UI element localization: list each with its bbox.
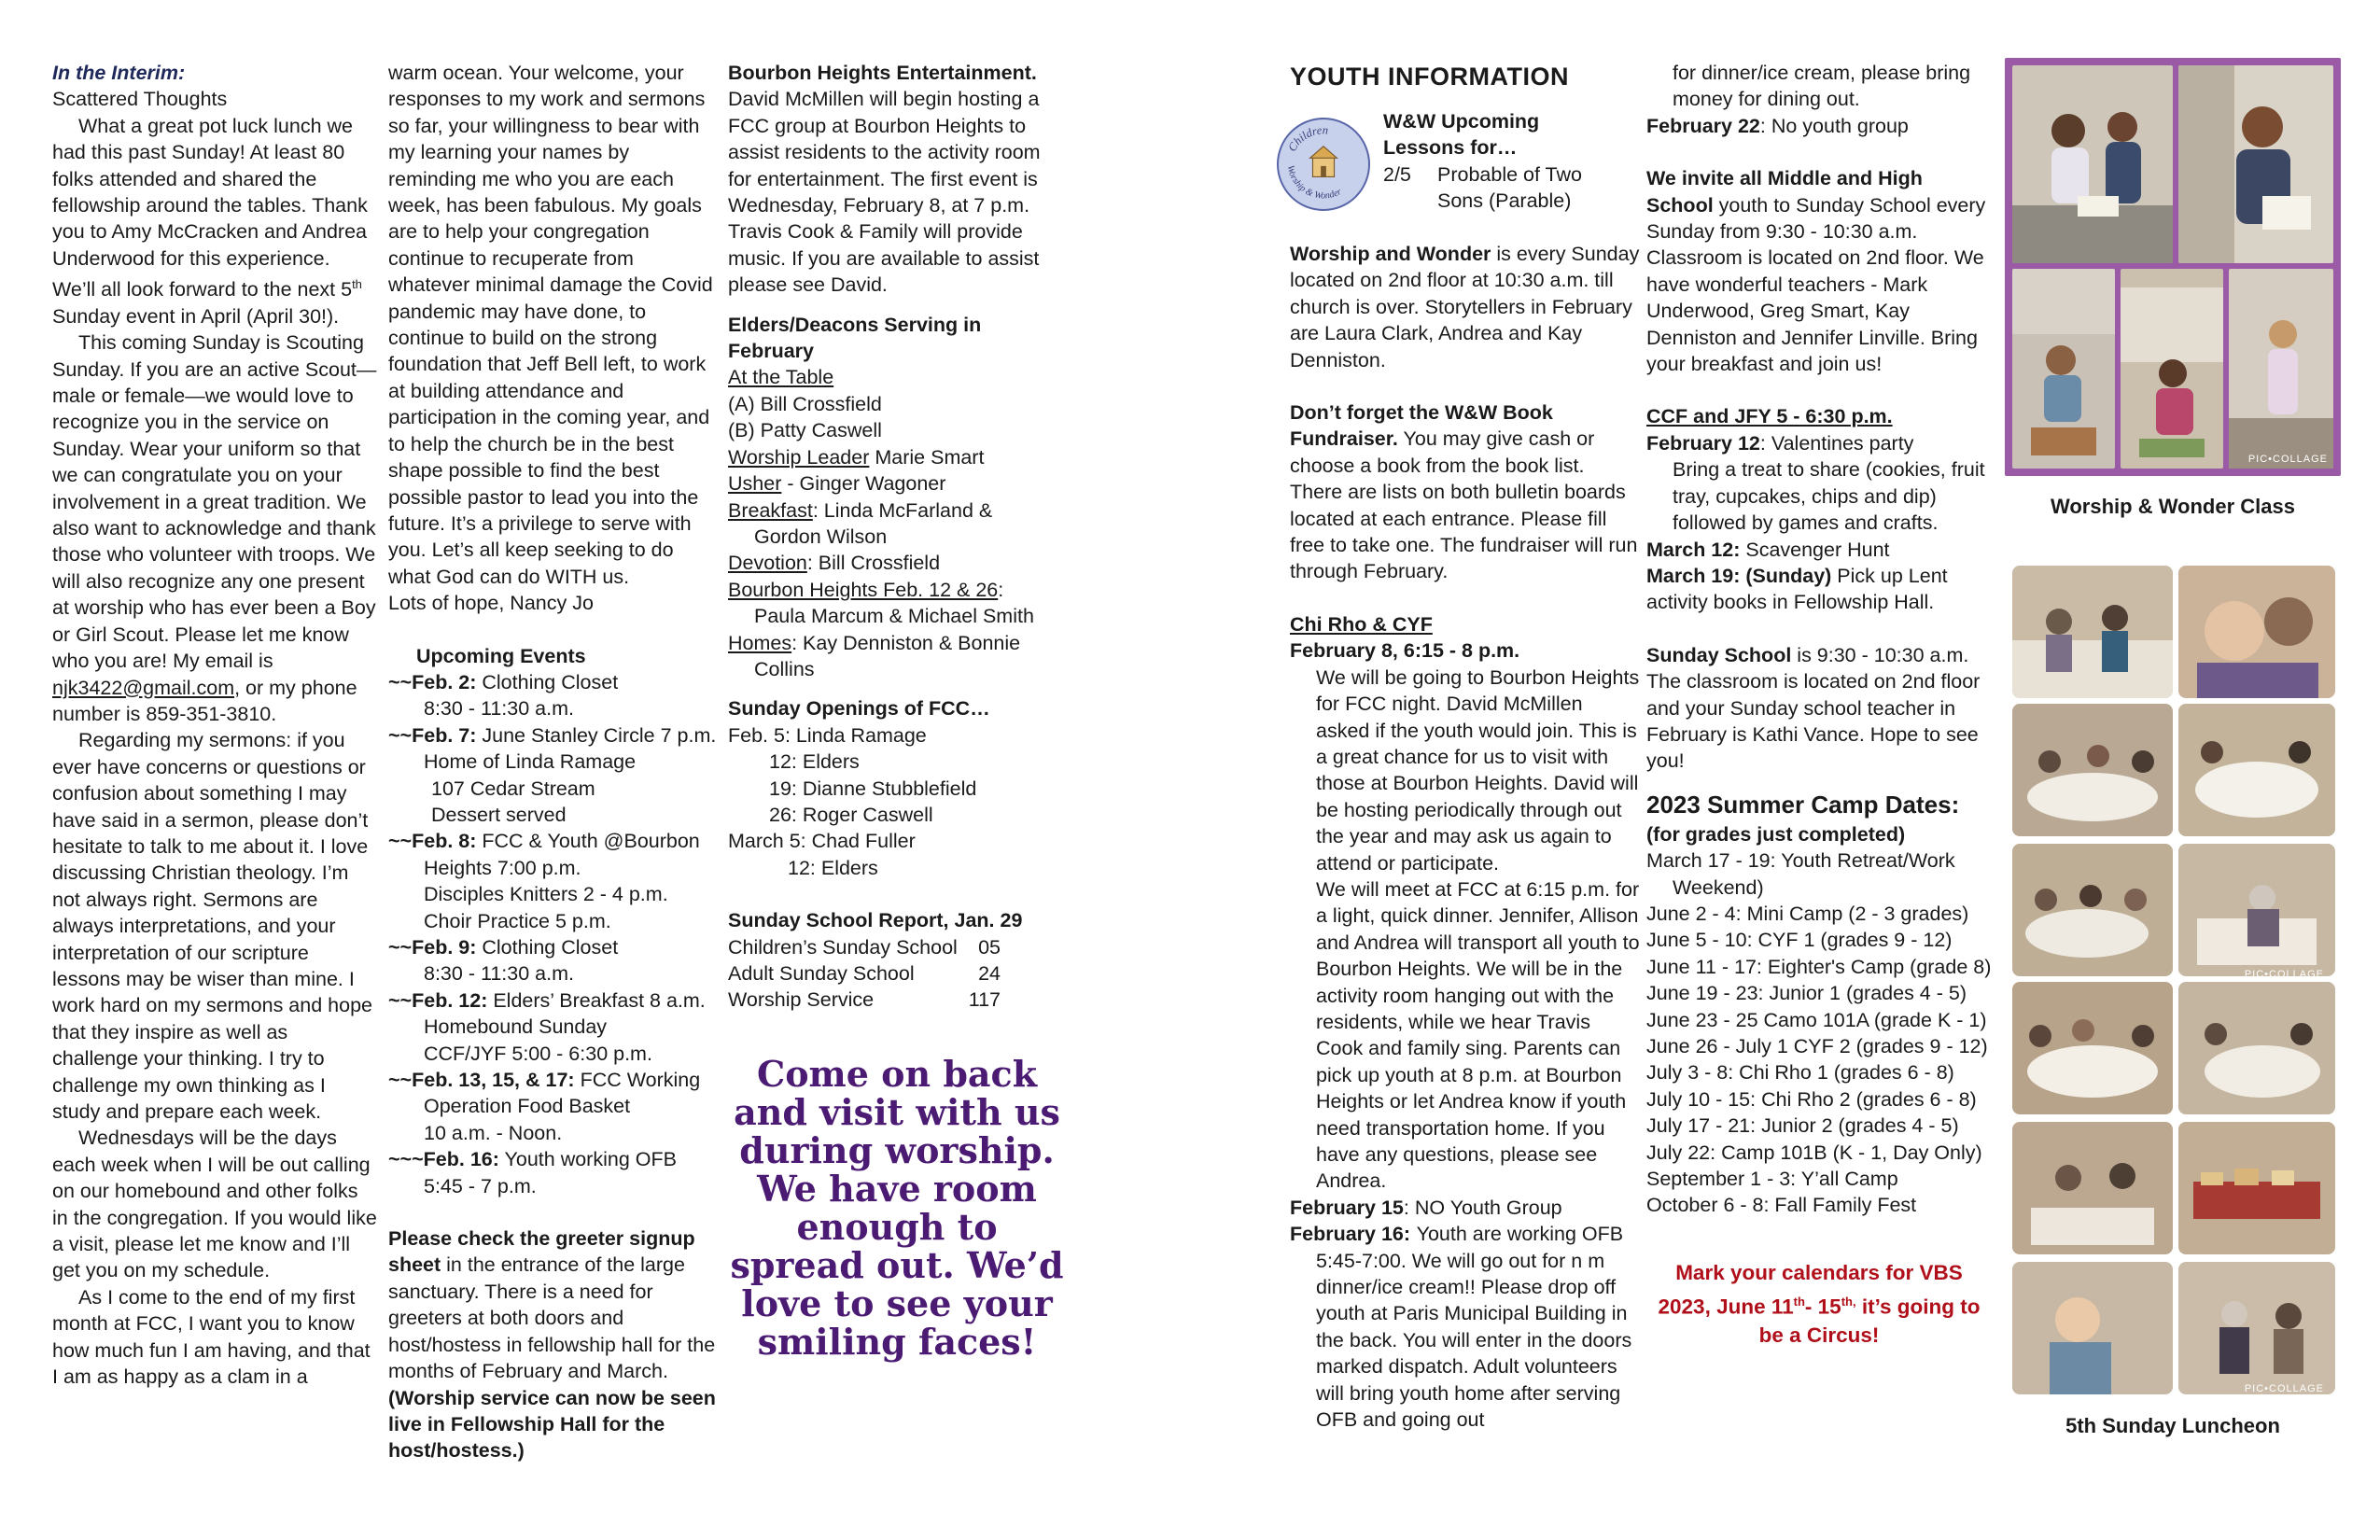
bourbon-heights-visits: Bourbon Heights Feb. 12 & 26: [728, 578, 1004, 601]
photo-luncheon-10 [2178, 1122, 2335, 1254]
opening-line: 12: Elders [788, 856, 878, 879]
greeter-notice: Please check the greeter signup sheet in the entrance of the large sanctuary. There is a need for greeters at both doors and host/hostess in fellowship hall for the months of February and March. [388, 1227, 716, 1383]
feb-15-note: February 15: NO Youth Group [1290, 1196, 1562, 1219]
interim-title: In the Interim: [52, 62, 186, 84]
event-line: 5:45 - 7 p.m. [424, 1174, 537, 1197]
camp-item: June 2 - 4: Mini Camp (2 - 3 grades) [1646, 902, 1969, 925]
collage-watermark: PIC•COLLAGE [2247, 454, 2328, 465]
interim-column-1 [52, 60, 377, 1390]
interim-para-3: Regarding my sermons: if you ever have concerns or questions or confusion about something I may have said in a sermon, please don’t hesitate to talk to me about it. I love discussing Christian theology. I’m not always right. Sermons are always interpretations, and your interpretation of our scripture lessons may be wiser than mine. I work hard on my sermons and hope that they inspire as well as challenge your thinking. I try to challenge my own thinking as I study and prepare each week. [52, 729, 372, 1123]
devotion: Devotion: Bill Crossfield [728, 552, 941, 575]
bourbon-text: David McMillen will begin hosting a FCC group at Bourbon Heights to assist residents to the activity room for entertainment. The first event is Wednesday, February 8, at 7 p.m. Travis Cook & Family will provide music. If you are available to assist please see David. [728, 88, 1041, 297]
photo-luncheon-8 [2178, 982, 2335, 1114]
homes: Homes: Kay Denniston & Bonnie [728, 631, 1021, 654]
homes-cont: Collins [754, 657, 815, 680]
chi-rho-title: Chi Rho & CYF [1290, 612, 1433, 636]
camp-item: July 10 - 15: Chi Rho 2 (grades 6 - 8) [1646, 1087, 1977, 1111]
camp-item: June 23 - 25 Camo 101A (grade K - 1) [1646, 1008, 1987, 1031]
openings-title: Sunday Openings of FCC… [728, 697, 990, 721]
photo-boy-playing [2012, 269, 2115, 469]
opening-line: March 5: Chad Fuller [728, 830, 916, 853]
ccf-title: CCF and JFY 5 - 6:30 p.m. [1646, 405, 1893, 428]
worship-invitation: Come on back and visit with us during worship. We have room enough to spread out. We’d love to see your smiling faces! [730, 1052, 1064, 1363]
elders-b: (B) Patty Caswell [728, 419, 882, 442]
chi-rho-text-1: We will be going to Bourbon Heights for FCC night. David McMillen asked if the youth would join. This is a great chance for us to visit with those at Bourbon Heights. David will be hosting periodically through out the year and may ask us again to attend or participate. [1316, 665, 1640, 875]
photo-luncheon-12 [2178, 1262, 2335, 1394]
worship-wonder-collage [2005, 58, 2341, 476]
ww-lessons [1383, 108, 1626, 215]
event-line: Dessert served [431, 803, 567, 826]
event-item: ~~Feb. 12: Elders’ Breakfast 8 a.m. [388, 988, 706, 1012]
photo-luncheon-3 [2012, 704, 2173, 836]
youth-column-1-body [1290, 241, 1641, 1433]
camp-title: 2023 Summer Camp Dates: [1646, 790, 1960, 819]
ww-title: W&W Upcoming Lessons for… [1383, 110, 1540, 160]
report-title: Sunday School Report, Jan. 29 [728, 909, 1023, 932]
camp-item: June 5 - 10: CYF 1 (grades 9 - 12) [1646, 929, 1953, 952]
ww-date: 2/5 [1383, 162, 1411, 186]
vbs-notice: Mark your calendars for VBS 2023, June 11th- $15^{th,}$ it’s going to be a Circus! [1658, 1260, 1981, 1348]
camp-list [1646, 847, 1992, 1219]
svg-text:Worship & Wonder: Worship & Wonder [1284, 164, 1344, 202]
photo-luncheon-2 [2178, 566, 2335, 698]
photo-luncheon-11 [2012, 1262, 2173, 1394]
breakfast-cont: Gordon Wilson [754, 525, 888, 548]
ccf-mar-19: March 19: (Sunday) Pick up Lent activity books in Fellowship Hall. [1646, 564, 1948, 614]
interim-para-2: This coming Sunday is Scouting Sunday. If you are an active Scout—male or female—we would love to recognize you in the service on Sunday. Wear your uniform so that we can congratulate you on your involvement in a great tradition. We also want to acknowledge and thank those who volunteer with troops. We will also recognize any one present at worship who has ever been a Boy or Girl Scout. Please let me know who you are! My email is njk3422@gmail.com, or my phone number is 859-351-3810. [52, 331, 377, 725]
collage-watermark-3: PIC•COLLAGE [2244, 1383, 2324, 1394]
youth-title: YOUTH INFORMATION [1290, 63, 1569, 91]
event-line: Disciples Knitters 2 - 4 p.m. [424, 883, 668, 906]
feb-16-note: February 16: [1290, 1223, 1411, 1246]
report-row: Children’s Sunday School 05 [728, 935, 1001, 959]
event-line: Operation Food Basket [424, 1095, 631, 1118]
greeter-note: (Worship service can now be seen live in Fellowship Hall for the host/hostess.) [388, 1386, 716, 1463]
report-table [728, 934, 1008, 1014]
sunday-school-invite: We invite all Middle and High School youth to Sunday School every Sunday from 9:30 - 10:30 a.m. Classroom is located on 2nd floor. We have wonderful teachers - Mark Underwood, Greg Smart, Kay Denniston and Jennifer Linville. Bring your breakfast and join us! [1646, 167, 1986, 376]
photo-luncheon-5 [2012, 844, 2173, 976]
svg-text:Children: Children [1285, 123, 1329, 154]
sunday-school-info: Sunday School is 9:30 - 10:30 a.m. The classroom is located on 2nd floor and your Sunday school teacher in February is Kathi Vance. Hope to see you! [1646, 643, 1981, 773]
bourbon-heights-names: Paula Marcum & Michael Smith [754, 605, 1034, 628]
interim-para-4: Wednesdays will be the days each week when I will be out calling on our homebound and other folks in the congregation. If you would like a visit, please let me know and I’ll get you on my schedule. [52, 1127, 377, 1282]
youth-column-1 [1290, 63, 1641, 90]
photo-luncheon-1 [2012, 566, 2173, 698]
report-row: Adult Sunday School 24 [728, 962, 1001, 985]
ccf-mar-12: March 12: Scavenger Hunt [1646, 538, 1890, 561]
camp-item: March 17 - 19: Youth Retreat/Work Weekend) [1646, 849, 1955, 899]
photo-luncheon-4 [2178, 704, 2335, 836]
ccf-feb-12: February 12: Valentines party [1646, 431, 1914, 455]
elders-a: (A) Bill Crossfield [728, 392, 882, 415]
photo-luncheon-6 [2178, 844, 2335, 976]
elders-table-label: At the Table [728, 366, 834, 389]
worship-wonder-caption: Worship & Wonder Class [2050, 495, 2295, 518]
email-link[interactable]: njk3422@gmail.com [52, 676, 235, 699]
luncheon-caption: 5th Sunday Luncheon [2065, 1414, 2280, 1437]
interim-subtitle: Scattered Thoughts [52, 88, 228, 111]
event-line: Home of Linda Ramage [424, 750, 637, 774]
interim-para-5: As I come to the end of my first month at FCC, I want you to know how much fun I am having, and that I am as happy as a clam in a [52, 1285, 371, 1389]
photo-luncheon-9 [2012, 1122, 2173, 1254]
camp-item: July 3 - 8: Chi Rho 1 (grades 6 - 8) [1646, 1061, 1954, 1085]
event-item: ~~Feb. 13, 15, & 17: FCC Working [388, 1069, 701, 1092]
photo-child-shelf [2121, 269, 2223, 469]
interim-column-2 [388, 60, 717, 1464]
opening-line: Feb. 5: Linda Ramage [728, 723, 927, 747]
event-line: Heights 7:00 p.m. [424, 856, 581, 879]
event-line: 8:30 - 11:30 a.m. [424, 697, 574, 721]
interim-para-5-continued: warm ocean. Your welcome, your responses to my work and sermons so far, your willingness to bear with my learning your names by reminding me who you are each week, has been fabulous. My goals are to help your congregation continue to recuperate from whatever minimal damage the Covid pandemic may have done, to continue to build on the strong foundation that Jeff Bell left, to work at building attendance and participation in the coming year, and to help the church be in the best shape possible to find the best possible pastor to lead you into the future. It’s a privilege to serve with you. Let’s all keep seeking to do what God can do WITH us. [388, 62, 713, 588]
news-column-3 [728, 60, 1066, 1361]
camp-item: June 26 - July 1 CYF 2 (grades 9 - 12) [1646, 1035, 1988, 1057]
collage-watermark-2: PIC•COLLAGE [2244, 969, 2324, 980]
event-item: ~~Feb. 2: Clothing Closet [388, 670, 619, 693]
opening-line: 19: Dianne Stubblefield [769, 777, 977, 800]
event-line: Homebound Sunday [424, 1015, 608, 1039]
event-line: Choir Practice 5 p.m. [424, 909, 611, 932]
camp-item: July 17 - 21: Junior 2 (grades 4 - 5) [1646, 1114, 1959, 1138]
feb-22-note: February 22: No youth group [1646, 114, 1909, 137]
camp-item: September 1 - 3: Y’all Camp [1646, 1168, 1898, 1191]
ww-lesson: Probable of Two Sons (Parable) [1437, 162, 1582, 213]
event-item: ~~Feb. 8: FCC & Youth @Bourbon [388, 830, 700, 853]
event-line: 107 Cedar Stream [431, 777, 595, 800]
photo-girl-standing [2229, 269, 2333, 469]
fundraiser-info: Don’t forget the W&W Book Fundraiser. You may give cash or choose a book from the book list. There are lists on both bulletin boards located at each entrance. Please fill free to take one. The fundraiser will run through February. [1290, 401, 1638, 583]
feb-16-text-continued: for dinner/ice cream, please bring money for dining out. [1673, 62, 1971, 111]
event-line: 8:30 - 11:30 a.m. [424, 962, 574, 986]
event-item: ~~Feb. 7: June Stanley Circle 7 p.m. [388, 723, 717, 747]
event-line: 10 a.m. - Noon. [424, 1121, 563, 1144]
youth-column-2 [1646, 60, 1992, 1350]
camp-item: October 6 - 8: Fall Family Fest [1646, 1194, 1917, 1217]
luncheon-collage [2005, 566, 2341, 1404]
worship-leader: Worship Leader Marie Smart [728, 445, 985, 469]
bourbon-title: Bourbon Heights Entertainment. [728, 62, 1037, 84]
camp-item: June 19 - 23: Junior 1 (grades 4 - 5) [1646, 982, 1967, 1005]
events-list [388, 669, 717, 1199]
report-row: Worship Service 117 [728, 988, 1001, 1012]
opening-line: 26: Roger Caswell [769, 803, 933, 826]
photo-girl-book [2178, 65, 2333, 263]
breakfast: Breakfast: Linda McFarland & [728, 498, 993, 522]
chi-rho-date: February 8, 6:15 - 8 p.m. [1290, 639, 1520, 663]
event-item: ~~~Feb. 16: Youth working OFB [388, 1148, 677, 1171]
camp-subtitle: (for grades just completed) [1646, 822, 1906, 846]
opening-line: 12: Elders [769, 750, 860, 774]
interim-signoff: Lots of hope, Nancy Jo [388, 592, 594, 615]
feb-16-text: Youth are working OFB 5:45-7:00. We will go out for n m dinner/ice cream!! Please drop off youth at Paris Municipal Building in the back. You will enter in the doors marked dispatch. Adult volunteers will bring youth home after serving OFB and going out [1316, 1223, 1632, 1432]
chi-rho-text-2: We will meet at FCC at 6:15 p.m. for a light, quick dinner. Jennifer, Allison and Andrea will transport all youth to Bourbon Heights. We will be in the activity room hanging out with the residents, while we hear Travis Cook and family sing. Parents can pick up youth at 8 p.m. at Bourbon Heights or let Andrea know if youth need transportation home. If you have any questions, please see Andrea. [1316, 877, 1640, 1193]
event-line: CCF/JYF 5:00 - 6:30 p.m. [424, 1042, 652, 1065]
event-item: ~~Feb. 9: Clothing Closet [388, 936, 619, 959]
elders-title: Elders/Deacons Serving in February [728, 313, 982, 363]
worship-wonder-logo [1277, 118, 1370, 211]
ccf-feb-12-text: Bring a treat to share (cookies, fruit tray, cupcakes, chips and dip) followed by games and crafts. [1673, 458, 1985, 535]
photo-luncheon-7 [2012, 982, 2173, 1114]
usher: Usher - Ginger Wagoner [728, 472, 946, 496]
camp-item: June 11 - 17: Eighter's Camp (grade 8) [1646, 955, 1992, 978]
events-title: Upcoming Events [416, 644, 586, 667]
interim-para-1: What a great pot luck lunch we had this past Sunday! At least 80 folks attended and shared the fellowship around the tables. Thank you to Amy McCracken and Andrea Underwood for this experience. We’ll all look forward to the next 5th Sunday event in April (April 30!). [52, 114, 368, 328]
photo-kids-reading [2012, 65, 2173, 263]
camp-item: July 22: Camp 101B (K - 1, Day Only) [1646, 1141, 1982, 1164]
ww-info: Worship and Wonder is every Sunday located on 2nd floor at 10:30 a.m. till church is over. Storytellers in February are Laura Clark, Andrea and Kay Denniston. [1290, 243, 1640, 371]
